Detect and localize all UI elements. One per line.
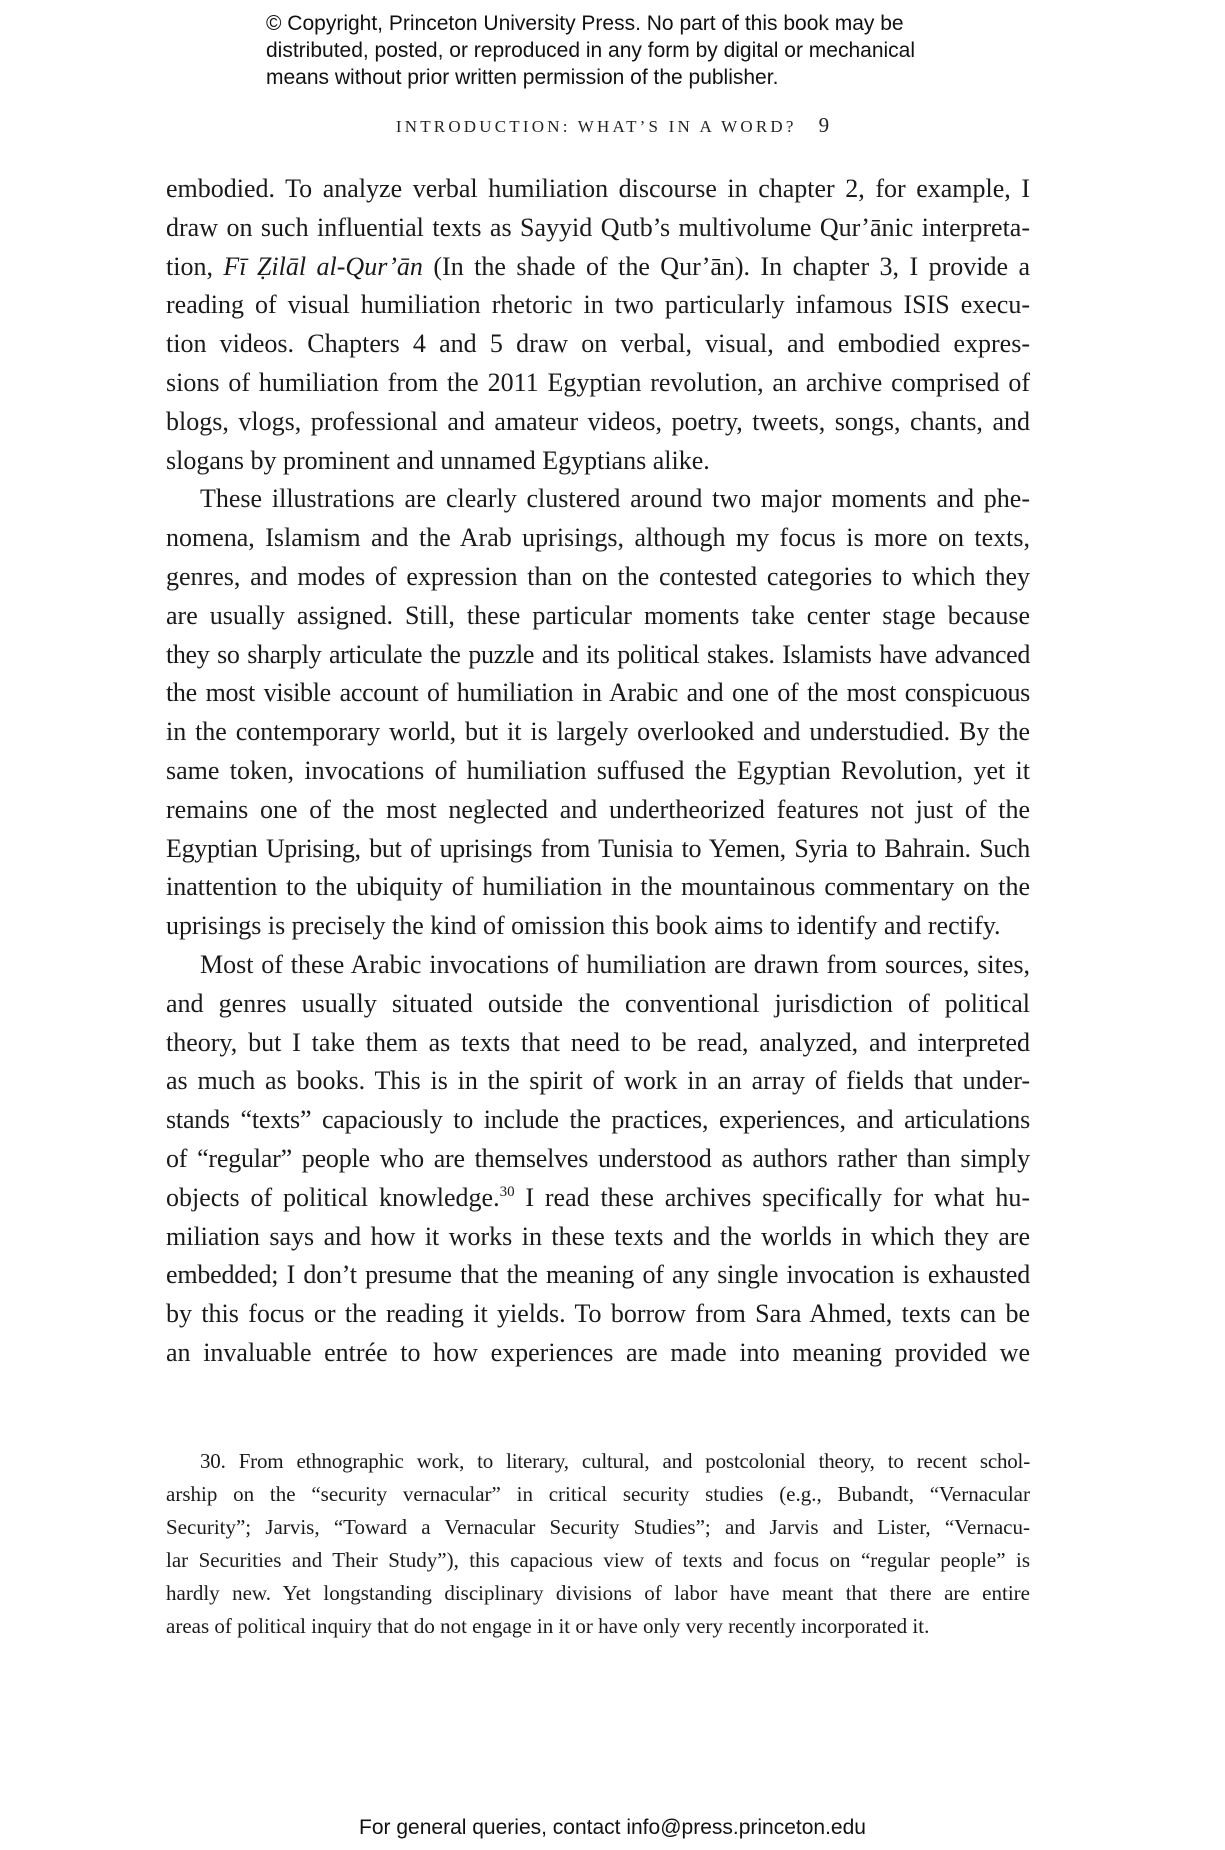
body-line: inattention to the ubiquity of humiliation in the mountainous commentary on the (166, 872, 1030, 902)
body-line-start: objects of political knowledge. (166, 1182, 500, 1212)
body-line-rest: (In the shade of the Qur’ān). In chapter 3, I provide a (422, 251, 1030, 281)
body-line: uprisings is precisely the kind of omission this book aims to identify and rectify. (166, 911, 1001, 941)
body-line: draw on such influential texts as Sayyid Qutb’s multivolume Qur’ānic interpreta- (166, 212, 1030, 242)
running-head-title: INTRODUCTION: WHAT’S IN A WORD? (395, 117, 797, 136)
footnote-line: lar Securities and Their Study”), this capacious view of texts and focus on “regular people” is (166, 1548, 1030, 1572)
footnote-line: hardly new. Yet longstanding disciplinary divisions of labor have meant that there are entire (166, 1581, 1030, 1605)
body-line: stands “texts” capaciously to include the practices, experiences, and articulations (166, 1105, 1030, 1135)
body-line: same token, invocations of humiliation suffused the Egyptian Revolution, yet it (166, 755, 1030, 785)
body-line: sions of humiliation from the 2011 Egyptian revolution, an archive comprised of (166, 367, 1030, 397)
body-line: as much as books. This is in the spirit of work in an array of fields that under- (166, 1066, 1030, 1096)
book-title-italic: Fī Ẓilāl al-Qur’ān (223, 251, 423, 281)
footnote-line: areas of political inquiry that do not engage in it or have only very recently incorporated it. (166, 1614, 930, 1638)
body-line: by this focus or the reading it yields. To borrow from Sara Ahmed, texts can be (166, 1299, 1030, 1329)
footnote-line: arship on the “security vernacular” in critical security studies (e.g., Bubandt, “Vernacular (166, 1482, 1030, 1506)
footnote-line: 30. From ethnographic work, to literary, cultural, and postcolonial theory, to recent schol- (200, 1449, 1030, 1473)
body-line: tion videos. Chapters 4 and 5 draw on verbal, visual, and embodied expres- (166, 329, 1030, 359)
body-line: of “regular” people who are themselves understood as authors rather than simply (166, 1143, 1030, 1173)
body-line: remains one of the most neglected and undertheorized features not just of the (166, 794, 1030, 824)
body-line (166, 248, 1030, 287)
body-line: Most of these Arabic invocations of humiliation are drawn from sources, sites, (200, 949, 1030, 979)
body-line: and genres usually situated outside the conventional jurisdiction of political (166, 988, 1030, 1018)
body-line: theory, but I take them as texts that need to be read, analyzed, and interpreted (166, 1027, 1030, 1057)
footnote (166, 1445, 1030, 1643)
body-line-rest: I read these archives specifically for what hu- (514, 1182, 1030, 1212)
body-line: miliation says and how it works in these texts and the worlds in which they are (166, 1221, 1030, 1251)
copyright-notice (266, 10, 1006, 91)
page-number: 9 (818, 113, 830, 137)
body-line: blogs, vlogs, professional and amateur videos, poetry, tweets, songs, chants, and (166, 406, 1030, 436)
body-line: Egyptian Uprising, but of uprisings from Tunisia to Yemen, Syria to Bahrain. Such (166, 833, 1030, 863)
copyright-line: © Copyright, Princeton University Press. No part of this book may be (266, 12, 904, 35)
body-line: reading of visual humiliation rhetoric in two particularly infamous ISIS execu- (166, 290, 1030, 320)
body-line: are usually assigned. Still, these particular moments take center stage because (166, 600, 1030, 630)
footnote-line: Security”; Jarvis, “Toward a Vernacular Security Studies”; and Jarvis and Lister, “Vernacu- (166, 1515, 1030, 1539)
body-line: nomena, Islamism and the Arab uprisings, although my focus is more on texts, (166, 523, 1030, 553)
body-line: embodied. To analyze verbal humiliation discourse in chapter 2, for example, I (166, 174, 1030, 203)
body-text (166, 170, 1030, 1373)
body-line: genres, and modes of expression than on the contested categories to which they (166, 561, 1030, 591)
body-line: they so sharply articulate the puzzle and its political stakes. Islamists have advanced (166, 639, 1030, 669)
body-line: the most visible account of humiliation in Arabic and one of the most conspicuous (166, 678, 1030, 708)
body-line: slogans by prominent and unnamed Egyptians alike. (166, 445, 710, 475)
body-line: embedded; I don’t presume that the meaning of any single invocation is exhausted (166, 1260, 1030, 1290)
body-line: in the contemporary world, but it is largely overlooked and understudied. By the (166, 717, 1030, 747)
body-line-start: tion, (166, 251, 224, 281)
body-line (166, 1179, 1030, 1218)
copyright-line: means without prior written permission of the publisher. (266, 66, 779, 89)
body-line: an invaluable entrée to how experiences are made into meaning provided we (166, 1337, 1030, 1367)
running-head (0, 113, 1225, 138)
body-line: These illustrations are clearly clustered around two major moments and phe- (200, 484, 1030, 514)
footnote-reference[interactable]: 30 (499, 1183, 515, 1200)
contact-line: For general queries, contact info@press.princeton.edu (359, 1816, 866, 1839)
copyright-line: distributed, posted, or reproduced in any form by digital or mechanical (266, 39, 916, 62)
